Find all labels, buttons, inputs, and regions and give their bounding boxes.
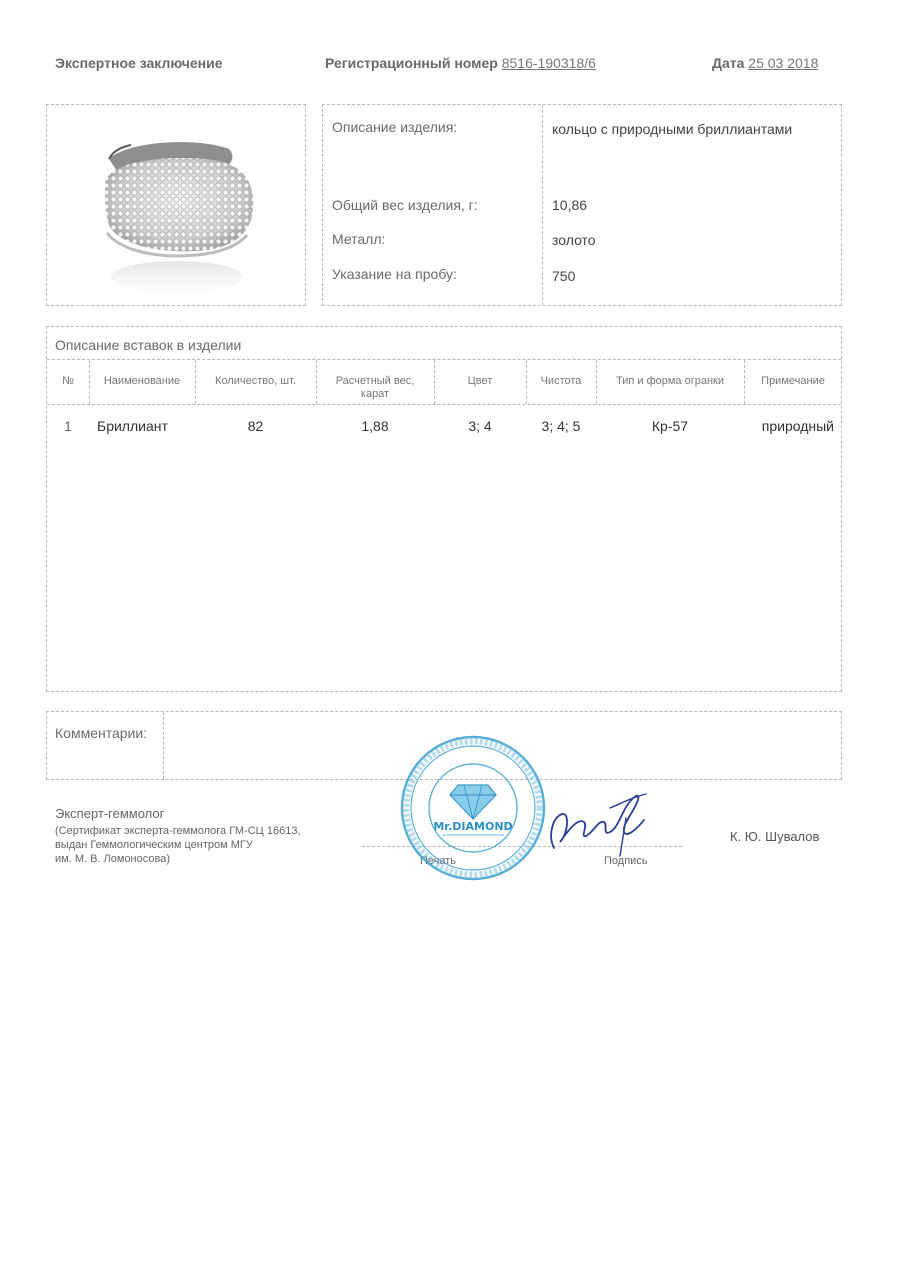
item-metal-label: Металл: — [332, 231, 386, 247]
photo-box — [46, 104, 306, 306]
certificate-line: (Сертификат эксперта-геммолога ГМ-СЦ 16613, — [55, 825, 301, 837]
date-value: 25 03 2018 — [748, 55, 819, 71]
column-header-name: Наименование — [103, 375, 181, 387]
column-header-clarity: Чистота — [540, 375, 582, 387]
stamp-text: Mr.DIAMOND — [433, 820, 513, 833]
item-weight-value: 10,86 — [552, 197, 588, 213]
column-header-quantity: Количество, шт. — [215, 375, 296, 387]
item-description-label: Описание изделия: — [332, 119, 458, 135]
column-header-weight: Расчетный вес, карат — [335, 375, 415, 400]
date-block — [712, 55, 818, 71]
table-cell-clarity: 3; 4; 5 — [541, 418, 581, 434]
column-header-note: Примечание — [761, 375, 825, 387]
column-header-cut: Тип и форма огранки — [615, 375, 724, 387]
item-hallmark-value: 750 — [552, 268, 576, 284]
column-header-number: № — [62, 375, 74, 387]
certificate-line: выдан Геммологическим центром МГУ — [55, 839, 253, 851]
ring-photo — [47, 105, 305, 305]
registration-number: 8516-190318/6 — [501, 55, 596, 71]
inserts-title-divider — [47, 359, 841, 360]
inserts-header-divider — [47, 404, 841, 405]
table-cell-cut: Кр-57 — [651, 418, 689, 434]
comments-divider — [163, 712, 164, 779]
item-metal-value: золото — [552, 232, 596, 248]
company-stamp — [398, 733, 548, 883]
date-label: Дата — [712, 55, 745, 71]
expert-certificate — [55, 824, 301, 866]
item-weight-label: Общий вес изделия, г: — [332, 197, 478, 213]
table-cell-quantity: 82 — [247, 418, 264, 434]
table-cell-number: 1 — [64, 418, 72, 434]
registration-label: Регистрационный номер — [325, 55, 498, 71]
item-description-value: кольцо с природными бриллиантами — [552, 121, 793, 137]
handwritten-signature — [540, 778, 650, 864]
inserts-title: Описание вставок в изделии — [55, 337, 242, 353]
item-hallmark-label: Указание на пробу: — [332, 266, 457, 282]
column-header-color: Цвет — [467, 375, 493, 387]
table-cell-name: Бриллиант — [97, 418, 168, 434]
document-title: Экспертное заключение — [55, 55, 223, 71]
sign-label: Подпись — [604, 855, 648, 867]
table-cell-color: 3; 4 — [468, 418, 492, 434]
expert-role: Эксперт-геммолог — [55, 806, 165, 821]
stamp-label: Печать — [420, 855, 457, 867]
registration-block — [325, 55, 596, 71]
item-info-divider — [542, 105, 543, 305]
certificate-line: им. М. В. Ломоносова) — [55, 853, 170, 865]
table-cell-weight: 1,88 — [361, 418, 389, 434]
col-divider — [316, 360, 317, 404]
table-cell-note: природный — [761, 418, 834, 434]
comments-label: Комментарии: — [55, 725, 148, 741]
expert-name: К. Ю. Шувалов — [730, 829, 820, 844]
